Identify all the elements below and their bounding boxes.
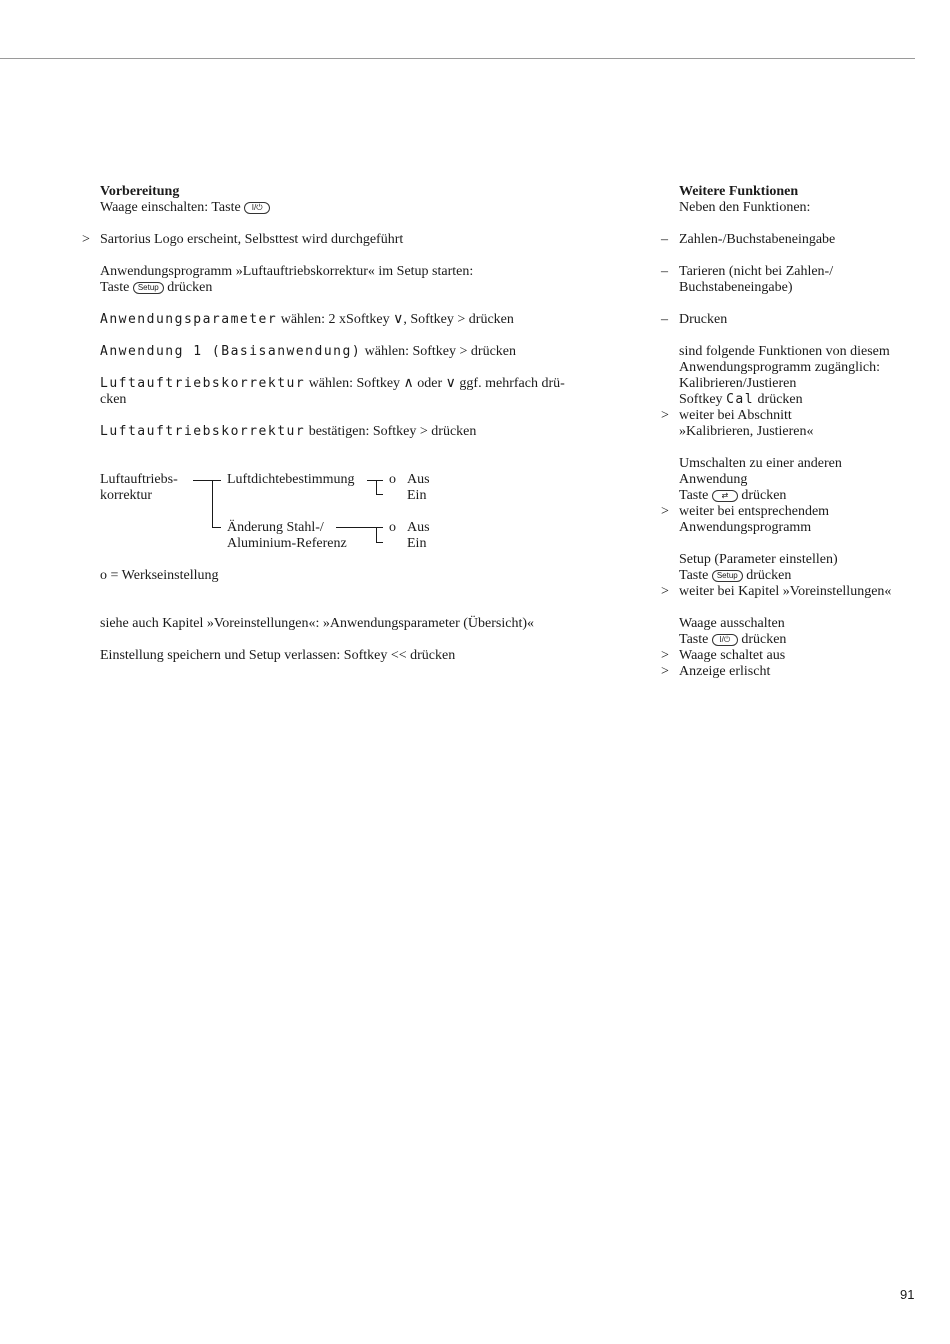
see-also-line: siehe auch Kapitel »Voreinstellungen«: »Anwendungsparameter (Übersicht)«	[100, 616, 534, 631]
paragraph-line: »Kalibrieren, Justieren«	[679, 424, 814, 439]
function-item: Tarieren (nicht bei Zahlen-/	[679, 264, 834, 279]
paragraph-line: Setup (Parameter einstellen)	[679, 552, 838, 567]
paragraph-line: Anzeige erlischt	[679, 664, 771, 679]
tree-connector	[376, 480, 377, 495]
dash-marker: –	[661, 232, 668, 247]
option-ein: Ein	[407, 536, 427, 551]
step-basic-application: Anwendung 1 (Basisanwendung) wählen: Softkey > drücken	[100, 344, 517, 359]
paragraph-line: Umschalten zu einer anderen	[679, 456, 842, 471]
setup-key-line: Taste Setup drücken	[679, 568, 792, 583]
display-text: Luftauftriebskorrektur	[100, 376, 306, 391]
function-item-cont: Buchstabeneingabe)	[679, 280, 793, 295]
tree-connector	[193, 480, 221, 481]
intro-line: Neben den Funktionen:	[679, 200, 811, 215]
setup-key-icon: Setup	[133, 282, 164, 294]
app-key-line: Taste ⇄ drücken	[679, 488, 787, 503]
paragraph-line: Anwendungsprogramm	[679, 520, 812, 535]
tree-connector	[367, 480, 383, 481]
tree-root-line2: korrektur	[100, 488, 153, 503]
factory-default-legend: o = Werkseinstellung	[100, 568, 219, 583]
option-aus: Aus	[407, 472, 430, 487]
tree-root-line1: Luftauftriebs-	[100, 472, 178, 487]
section-heading-vorbereitung: Vorbereitung	[100, 184, 180, 199]
arrow-marker: >	[661, 584, 669, 599]
tree-connector	[212, 480, 213, 528]
arrow-marker: >	[661, 408, 669, 423]
step-select-buoyancy-cont: cken	[100, 392, 127, 407]
arrow-marker: >	[82, 232, 90, 247]
tree-connector	[376, 494, 383, 495]
paragraph-line: Anwendungsprogramm zugänglich:	[679, 360, 881, 375]
application-key-icon: ⇄	[712, 490, 738, 502]
arrow-marker: >	[661, 664, 669, 679]
page-number: 91	[900, 1287, 915, 1302]
paragraph-line: weiter bei entsprechendem	[679, 504, 830, 519]
section-heading-weitere-funktionen: Weitere Funktionen	[679, 184, 799, 199]
power-on-line: Waage einschalten: Taste I/⏻	[100, 200, 270, 216]
paragraph-line: sind folgende Funktionen von diesem	[679, 344, 890, 359]
default-marker: o	[389, 520, 396, 535]
tree-connector	[212, 527, 221, 528]
paragraph-line: weiter bei Kapitel »Voreinstellungen«	[679, 584, 892, 599]
default-marker: o	[389, 472, 396, 487]
step-select-buoyancy: Luftauftriebskorrektur wählen: Softkey ∧ oder ∨ ggf. mehrfach drü-	[100, 376, 565, 391]
power-key-icon: I/⏻	[712, 634, 738, 646]
tree-connector	[376, 527, 377, 543]
display-text: Luftauftriebskorrektur	[100, 424, 306, 439]
power-key-icon: I/⏻	[244, 202, 270, 214]
paragraph-line: Kalibrieren/Justieren	[679, 376, 797, 391]
selftest-line: Sartorius Logo erscheint, Selbsttest wird durchgeführt	[100, 232, 404, 247]
calibrate-softkey-line: Softkey Cal drücken	[679, 392, 803, 407]
header-rule	[0, 58, 915, 59]
paragraph-line: Waage schaltet aus	[679, 648, 786, 663]
display-text: Anwendung 1 (Basisanwendung)	[100, 344, 362, 359]
dash-marker: –	[661, 264, 668, 279]
tree-branch-reference-line1: Änderung Stahl-/	[227, 520, 324, 535]
arrow-marker: >	[661, 648, 669, 663]
setup-key-line: Taste Setup drücken	[100, 280, 213, 295]
function-item: Zahlen-/Buchstabeneingabe	[679, 232, 836, 247]
paragraph-line: Waage ausschalten	[679, 616, 785, 631]
option-ein: Ein	[407, 488, 427, 503]
setup-key-icon: Setup	[712, 570, 743, 582]
paragraph-line: Anwendung	[679, 472, 748, 487]
tree-branch-air-density: Luftdichtebestimmung	[227, 472, 355, 487]
option-aus: Aus	[407, 520, 430, 535]
power-key-line: Taste I/⏻ drücken	[679, 632, 787, 647]
arrow-marker: >	[661, 504, 669, 519]
display-text: Cal	[726, 392, 755, 407]
step-confirm-buoyancy: Luftauftriebskorrektur bestätigen: Softkey > drücken	[100, 424, 477, 439]
start-app-line: Anwendungsprogramm »Luftauftriebskorrektur« im Setup starten:	[100, 264, 474, 279]
tree-connector	[376, 542, 383, 543]
function-item: Drucken	[679, 312, 728, 327]
paragraph-line: weiter bei Abschnitt	[679, 408, 792, 423]
save-exit-line: Einstellung speichern und Setup verlassen: Softkey << drücken	[100, 648, 456, 663]
dash-marker: –	[661, 312, 668, 327]
step-application-parameters: Anwendungsparameter wählen: 2 xSoftkey ∨, Softkey > drücken	[100, 312, 514, 327]
display-text: Anwendungsparameter	[100, 312, 278, 327]
tree-branch-reference-line2: Aluminium-Referenz	[227, 536, 347, 551]
